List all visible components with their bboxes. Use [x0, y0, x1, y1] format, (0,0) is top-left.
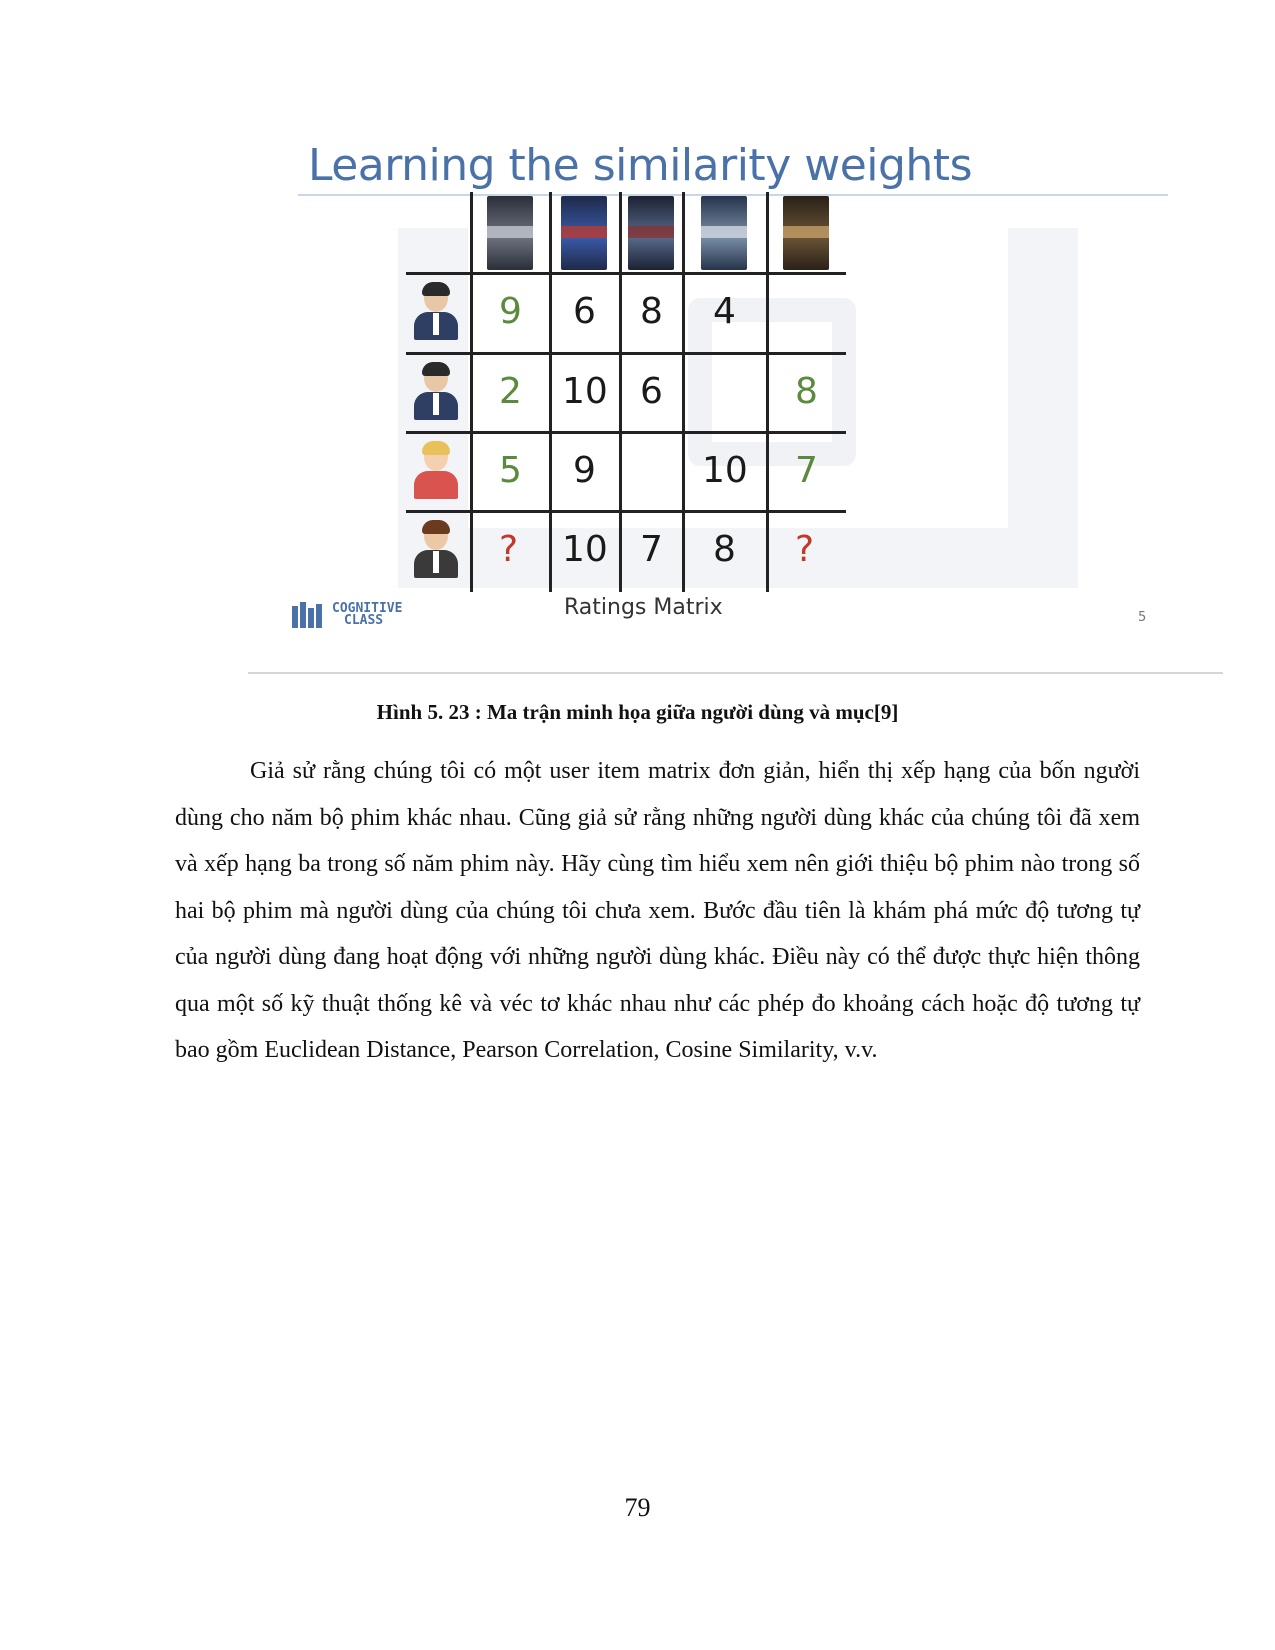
figure-caption: Hình 5. 23 : Ma trận minh họa giữa người dùng và mục[9]: [376, 700, 899, 724]
slide-bottom-divider: [248, 672, 1223, 674]
grid-line: [682, 192, 685, 592]
rating-cell: 6: [640, 371, 663, 412]
figure-slide: [248, 128, 1223, 673]
user-man-icon: [414, 364, 458, 420]
rating-cell: 7: [795, 450, 818, 491]
movie-poster-1-icon: [487, 196, 533, 270]
rating-cell: 8: [713, 529, 736, 570]
rating-cell: 9: [499, 291, 522, 332]
slide-number: 5: [1138, 610, 1147, 625]
rating-cell: 8: [640, 291, 663, 332]
grid-line: [470, 192, 473, 592]
grid-line: [406, 510, 846, 513]
user-woman-icon: [414, 522, 458, 578]
movie-poster-5-icon: [783, 196, 829, 270]
user-woman-blonde-icon: [414, 443, 458, 499]
grid-line: [406, 352, 846, 355]
rating-cell: 10: [562, 371, 608, 412]
slide-title: Learning the similarity weights: [308, 140, 972, 191]
rating-cell: 8: [795, 371, 818, 412]
ratings-matrix: [248, 128, 1223, 608]
rating-cell: 10: [702, 450, 748, 491]
movie-poster-4-icon: [701, 196, 747, 270]
rating-cell: 9: [573, 450, 596, 491]
movie-poster-2-icon: [561, 196, 607, 270]
cognitive-class-logo: [292, 600, 412, 630]
matrix-caption: Ratings Matrix: [564, 595, 723, 620]
rating-cell: ?: [795, 529, 815, 570]
rating-cell: 5: [499, 450, 522, 491]
grid-line: [549, 192, 552, 592]
grid-line: [406, 431, 846, 434]
rating-cell: 7: [640, 529, 663, 570]
page-number: 79: [624, 1493, 651, 1522]
rating-cell: 10: [562, 529, 608, 570]
books-icon: [292, 602, 326, 628]
rating-cell: 2: [499, 371, 522, 412]
grid-line: [619, 192, 622, 592]
rating-cell: 4: [713, 291, 736, 332]
brand-line-1: COGNITIVE: [332, 601, 403, 616]
user-man-icon: [414, 284, 458, 340]
brand-line-2: CLASS: [344, 613, 384, 628]
grid-line: [766, 192, 769, 592]
rating-cell: ?: [499, 529, 519, 570]
rating-cell: 6: [573, 291, 596, 332]
grid-line: [406, 272, 846, 275]
movie-poster-3-icon: [628, 196, 674, 270]
body-paragraph: Giả sử rằng chúng tôi có một user item matrix đơn giản, hiển thị xếp hạng của bốn người dùng cho năm bộ phim khác nhau. Cũng giả sử rằng những người dùng khác của chúng tôi đã xem và xếp hạng ba trong số năm phim này. Hãy cùng tìm hiểu xem nên giới thiệu bộ phim nào trong số hai bộ phim mà người dùng của chúng tôi chưa xem. Bước đầu tiên là khám phá mức độ tương tự của người dùng đang hoạt động với những người dùng khác. Điều này có thể được thực hiện thông qua một số kỹ thuật thống kê và véc tơ khác nhau như các phép đo khoảng cách hoặc độ tương tự bao gồm Euclidean Distance, Pearson Correlation, Cosine Similarity, v.v.: [175, 758, 1140, 1063]
